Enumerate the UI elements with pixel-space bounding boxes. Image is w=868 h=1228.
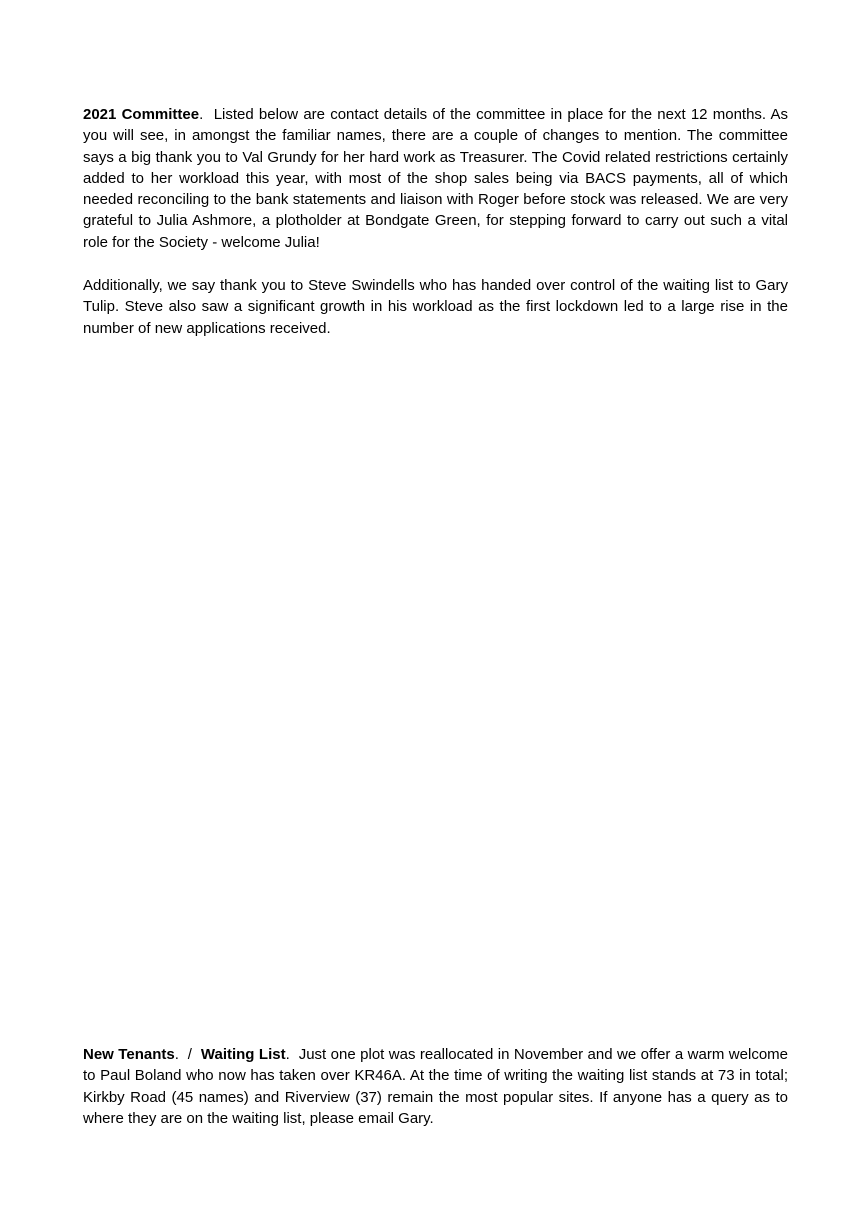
- committee-body: Listed below are contact details of the committee in place for the next 12 months. As you will see, in amongst the familiar names, there are a couple of changes to mention. The committee says a big thank you to Val Grundy for her hard work as Treasurer. The Covid related restrictions certainly added to her workload this year, with most of the shop sales being via BACS payments, all of which needed reconciling to the bank statements and liaison with Roger before stock was released. We are very grateful to Julia Ashmore, a plotholder at Bondgate Green, for stepping forward to carry out such a vital role for the Society - welcome Julia!: [83, 106, 788, 251]
- new-tenants-heading: New Tenants: [83, 1046, 175, 1063]
- committee-heading: 2021 Committee: [83, 106, 200, 123]
- additional-paragraph: Additionally, we say thank you to Steve Swindells who has handed over control of the waiting list to Gary Tulip. Steve also saw a significant growth in his workload as the first lockdown led to a large rise in the number of new applications received.: [83, 277, 788, 337]
- tenants-heading-punct: .: [285, 1046, 290, 1063]
- tenants-body: Just one plot was reallocated in November and we offer a warm welcome to Paul Boland who now has taken over KR46A. At the time of writing the waiting list stands at 73 in total; Kirkby Road (45 names) and Riverview (37) remain the most popular sites. If anyone has a query as to where they are on the waiting list, please email Gary.: [83, 1046, 788, 1127]
- committee-heading-punct: .: [199, 106, 204, 123]
- tenants-paragraph: [83, 1044, 788, 1129]
- heading-separator: . /: [174, 1046, 201, 1063]
- committee-paragraph: [83, 104, 788, 253]
- waiting-list-heading: Waiting List: [200, 1046, 286, 1063]
